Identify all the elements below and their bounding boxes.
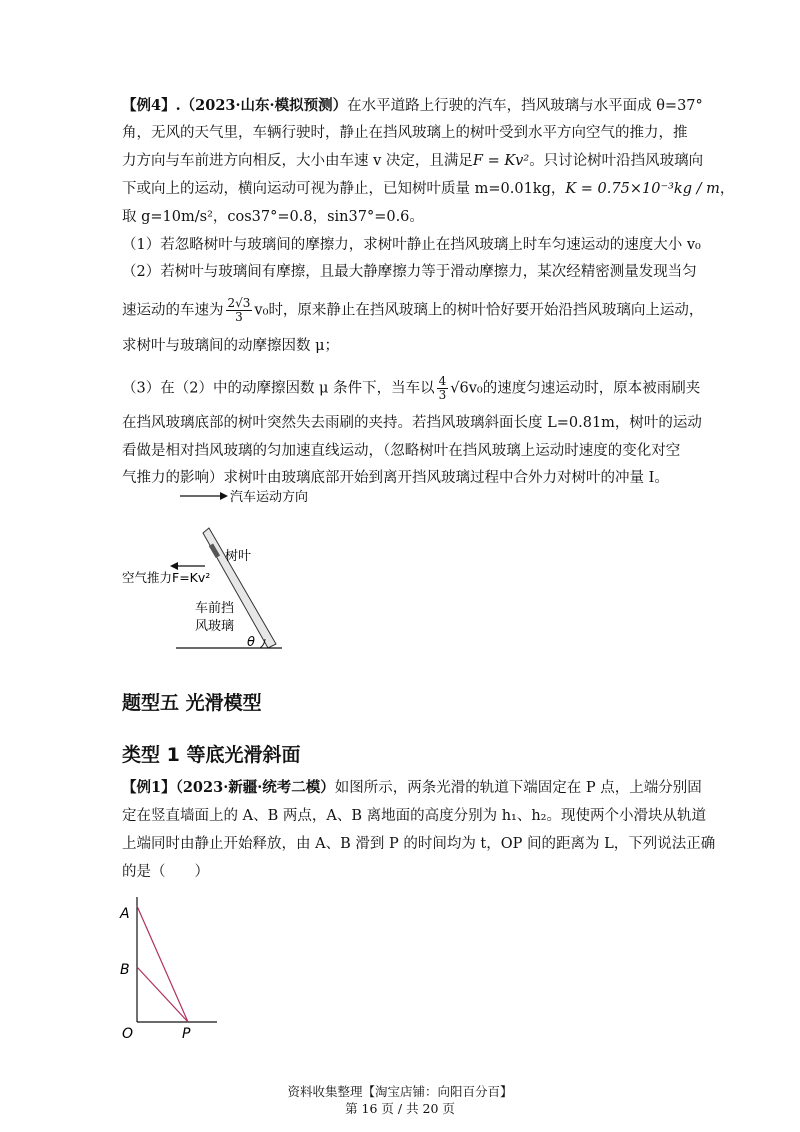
example1-source: （2023·新疆·统考二模）: [175, 779, 335, 796]
footer-source: 资料收集整理【淘宝店铺：向阳百分百】: [287, 1084, 513, 1099]
label-p: P: [182, 1026, 191, 1040]
fraction-4-over-3: $\frac{4}{3}$: [438, 374, 447, 402]
question-3-line-4: 气推力的影响）求树叶由玻璃底部开始到离开挡风玻璃过程中合外力对树叶的冲量 I。: [122, 470, 669, 486]
label-a: A: [120, 906, 130, 922]
glass-label-1: 车前挡: [195, 601, 235, 616]
angle-label: θ: [247, 635, 255, 650]
windshield-figure: [110, 478, 310, 658]
question-3-line-1: （3）在（2）中的动摩擦因数 μ 条件下，当车以 $\frac{4}{3}$ √6v₀的速度匀速运动时，原本被雨刷夹: [122, 374, 701, 402]
heading-type-five: 题型五 光滑模型: [122, 692, 262, 714]
track-a: [137, 906, 188, 1022]
example4-tag: 【例4】.: [122, 97, 181, 114]
example4-line-4: 下或向上的运动，横向运动可视为静止，已知树叶质量 m=0.01kg，K = 0.75×10⁻³kg / m，: [122, 181, 735, 197]
example4-line-2: 角，无风的天气里，车辆行驶时，静止在挡风玻璃上的树叶受到水平方向空气的推力，推: [122, 125, 688, 141]
question-3-line-2: 在挡风玻璃底部的树叶突然失去雨刷的夹持。若挡风玻璃斜面长度 L=0.81m，树叶的运动: [122, 415, 702, 431]
force-arrow-head: [170, 562, 178, 570]
example1-line-2: 定在竖直墙面上的 A、B 两点，A、B 离地面的高度分别为 h₁、h₂。现使两个小滑块从轨道: [122, 808, 706, 824]
example4-line-5: 取 g=10m/s²，cos37°=0.8，sin37°=0.6。: [122, 209, 424, 225]
example1-line-3: 上端同时由静止开始释放，由 A、B 滑到 P 的时间均为 t，OP 间的距离为 L，下列说法正确: [122, 836, 716, 852]
label-o: O: [122, 1026, 134, 1040]
example4-line-3: 力方向与车前进方向相反，大小由车速 v 决定，且满足F = Kv²。只讨论树叶沿挡风玻璃向: [122, 153, 704, 169]
footer-page-number: 第 16 页 / 共 20 页: [345, 1101, 455, 1116]
example4-source: （2023·山东·模拟预测）: [180, 97, 348, 114]
question-2-line-2: 速运动的车速为 $\frac{2√3}{3}$ v₀时，原来静止在挡风玻璃上的树叶恰好要开始沿挡风玻璃向上运动，: [122, 296, 704, 324]
example1-line-1: 【例1】（2023·新疆·统考二模）如图所示，两条光滑的轨道下端固定在 P 点，上端分别固: [122, 779, 702, 796]
track-b: [137, 967, 188, 1022]
direction-arrow-head: [220, 492, 228, 500]
example4-line-1: 【例4】.（2023·山东·模拟预测）在水平道路上行驶的汽车，挡风玻璃与水平面成 θ=37°: [122, 97, 703, 114]
question-1: （1）若忽略树叶与玻璃间的摩擦力，求树叶静止在挡风玻璃上时车匀速运动的速度大小 v₀: [122, 237, 701, 253]
heading-class-one: 类型 1 等底光滑斜面: [122, 744, 301, 766]
formula-k-value: K = 0.75×10⁻³kg / m: [565, 181, 720, 197]
force-label: 空气推力F=Kv²: [122, 570, 211, 585]
example1-tag: 【例1】: [122, 779, 176, 796]
tracks-figure: [112, 892, 232, 1040]
question-2-line-1: （2）若树叶与玻璃间有摩擦，且最大静摩擦力等于滑动摩擦力，某次经精密测量发现当匀: [122, 264, 697, 280]
formula-f-kv2: F = Kv²: [472, 153, 530, 169]
glass-label-2: 风玻璃: [195, 619, 235, 634]
question-3-line-3: 看做是相对挡风玻璃的匀加速直线运动，（忽略树叶在挡风玻璃上运动时速度的变化对空: [122, 443, 681, 459]
direction-label: 汽车运动方向: [230, 490, 309, 505]
question-2-line-3: 求树叶与玻璃间的动摩擦因数 μ；: [122, 338, 340, 354]
leaf-label: 树叶: [225, 549, 252, 564]
example1-line-4: 的是（ ）: [122, 864, 209, 880]
label-b: B: [120, 962, 130, 978]
fraction-2root3-over-3: $\frac{2√3}{3}$: [227, 296, 251, 324]
